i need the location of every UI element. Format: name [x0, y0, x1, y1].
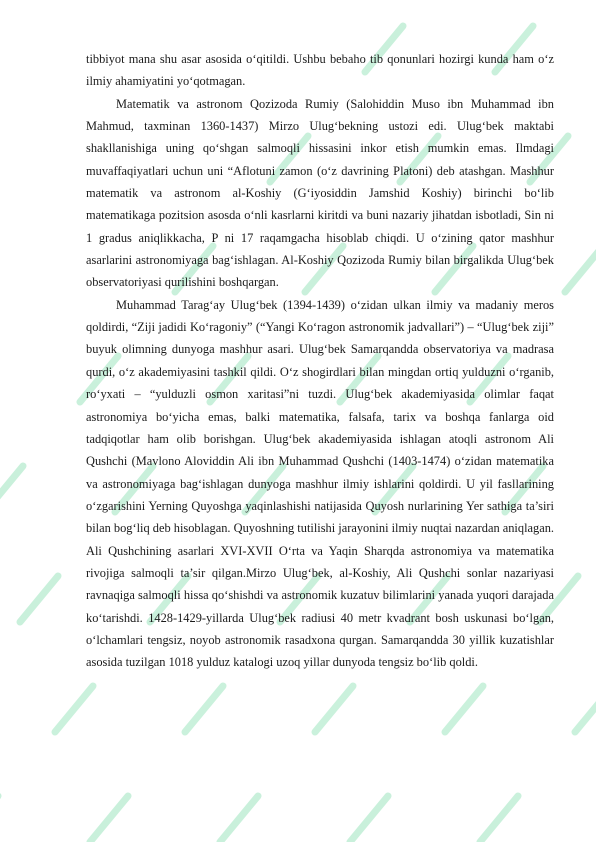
watermark-stroke	[0, 466, 23, 512]
watermark-stroke	[55, 686, 93, 732]
watermark-stroke	[350, 796, 388, 842]
watermark-stroke	[445, 686, 483, 732]
paragraph-1: tibbiyot mana shu asar asosida o‘qitildi. Ushbu bebaho tib qonunlari hozirgi kunda ham o‘z ilmiy ahamiyatini yo‘qotmagan.	[86, 52, 554, 89]
watermark-stroke	[565, 246, 596, 292]
watermark-stroke	[90, 796, 128, 842]
paragraph-3: Muhammad Tarag‘ay Ulug‘bek (1394-1439) o‘zidan ulkan ilmiy va madaniy meros qoldirdi, “Ziji jadidi Ko‘ragoniy” (“Yangi Ko‘ragon astronomik jadvallari”) – “Ulug‘bek ziji” buyuk olimning dunyoga mashhur asari. Ulug‘bek Samarqandda observatoriya va madrasa qurdi, o‘z akademiyasini tashkil qildi. O‘z shogirdlari bilan mingdan ortiq yulduzni o‘rganib, ro‘yxati – “yulduzli osmon xaritasi”ni tuzdi. Ulug‘bek akademiyasida olimlar faqat astronomiya bo‘yicha emas, balki matematika, falsafa, tarix va boshqa fanlarga oid tadqiqotlar ham olib borishgan. Ulug‘bek akademiyasida ishlagan atoqli astronom Ali Qushchi (Mavlono Aloviddin Ali ibn Muhammad Qushchi (1403-1474) o‘zidan matematika va astronomiyaga bag‘ishlagan dunyoga mashhur ilmiy ishlarini qoldirdi. U yil fasllarining o‘zgarishini Yerning Quyoshga yaqinlashishi natijasida Quyosh nurlarining Yer sathiga ta’siri bilan bog‘liq deb hisoblagan. Quyoshning tutilishi jarayonini ilmiy nuqtai nazardan aniqlagan. Ali Qushchining asarlari XVI-XVII O‘rta va Yaqin Sharqda astronomiya va matematika rivojiga salmoqli ta’sir qilgan.Mirzo Ulug‘bek, al-Koshiy, Ali Qushchi sonlar nazariyasi ravnaqiga salmoqli hissa qo‘shishdi va astronomik kuzatuv bilimlarini yanada yuqori darajada ko‘tarishdi. 1428-1429-yillarda Ulug‘bek radiusi 40 metr kvadrant bosh uskunasi bo‘lgan, o‘lchamlari tengsiz, noyob astronomik rasadxona qurgan. Samarqandda 30 yillik kuzatishlar asosida tuzilgan 1018 yulduz katalogi uzoq yillar dunyoda tengsiz bo‘lib qoldi.	[86, 297, 555, 670]
watermark-stroke	[185, 686, 223, 732]
paragraph-2: Matematik va astronom Qozizoda Rumiy (Salohiddin Muso ibn Muhammad ibn Mahmud, taxminan 1360-1437) Mirzo Ulug‘bekning ustozi edi. Ulug‘bek maktabi shakllanishiga uning qo‘shgan salmoqli hissasini inkor etish mumkin emas. Ilmdagi muvaffaqiyatlari uchun uni “Aflotuni zamon (o‘z davrining Platoni) deb atashgan. Mashhur matematik va astronom al-Koshiy (G‘iyosiddin Jamshid Koshiy) birinchi bo‘lib matematikaga pozitsion asosda o‘nli kasrlarni kiritdi va buni nazariy jihatdan isbotladi, Sin ni 1 gradus aniqlikkacha, P ni 17 raqamgacha hisoblab chiqdi. U o‘zining qator mashhur asarlarini astronomiyaga bag‘ishlagan. Al-Koshiy Qozizoda Rumiy bilan birgalikda Ulug‘bek observatoriyasi qurilishini boshqargan.	[86, 96, 554, 290]
watermark-stroke	[575, 686, 596, 732]
watermark-stroke	[220, 796, 258, 842]
body-text	[86, 48, 554, 674]
watermark-stroke	[20, 576, 58, 622]
watermark-stroke	[480, 796, 518, 842]
watermark-stroke	[315, 686, 353, 732]
